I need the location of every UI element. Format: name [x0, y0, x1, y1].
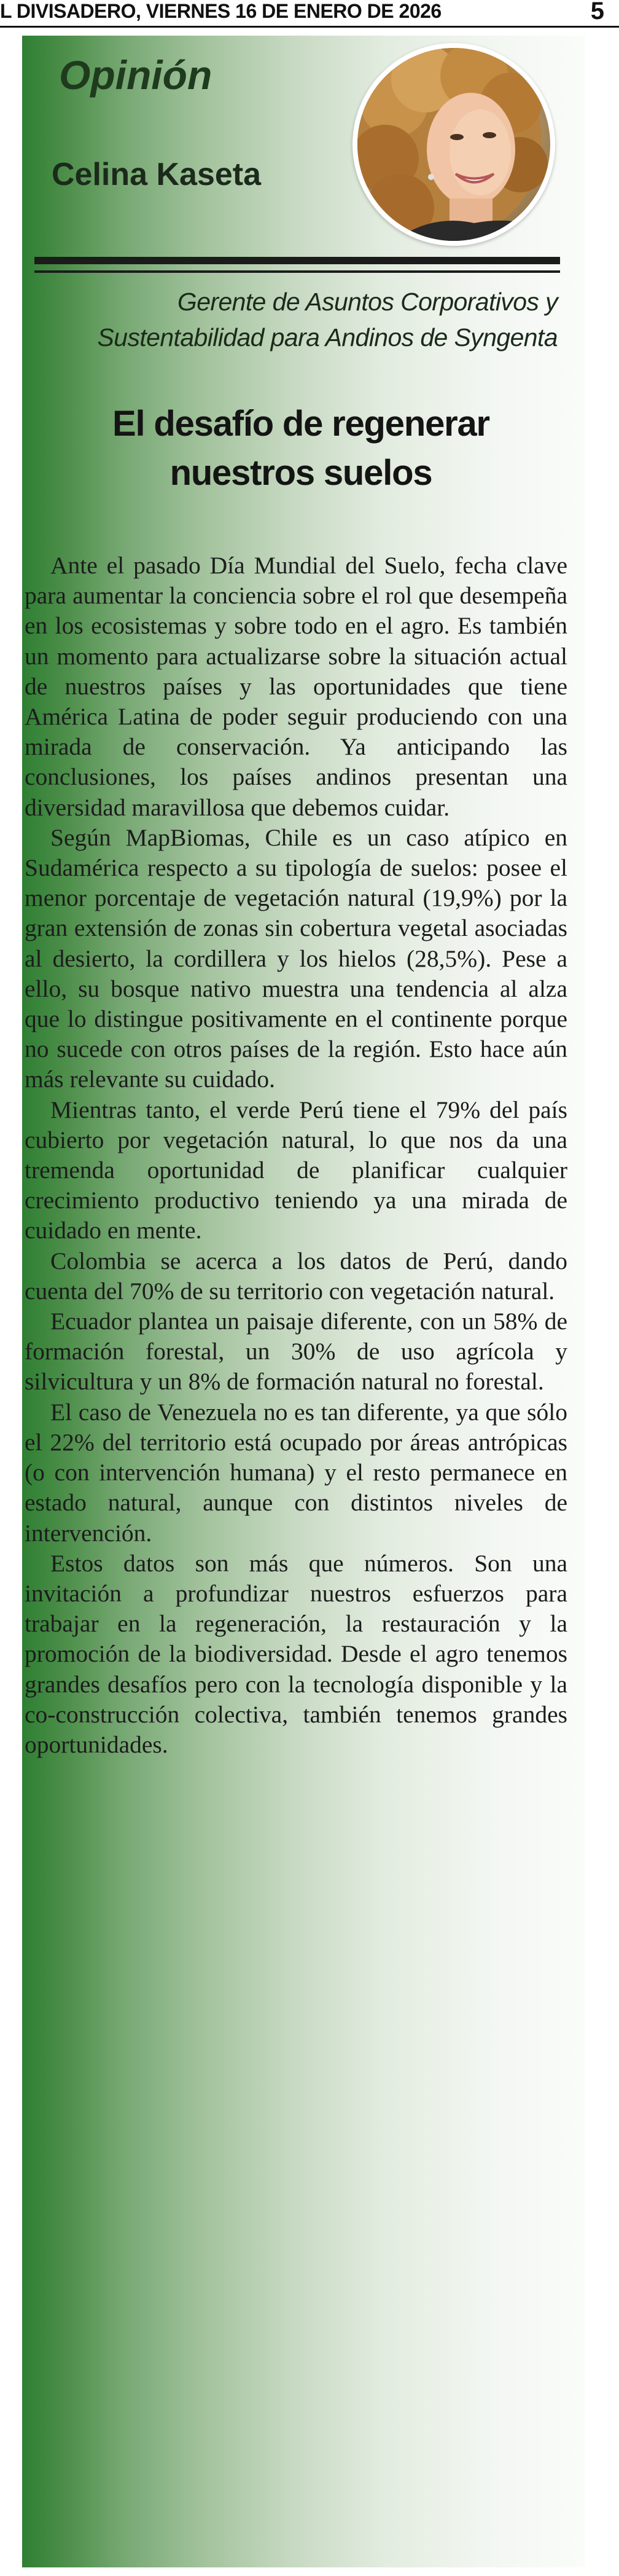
author-portrait-image — [357, 48, 550, 241]
divider-thin — [34, 270, 560, 273]
author-name: Celina Kaseta — [52, 157, 262, 192]
article-paragraph: El caso de Venezuela no es tan diferente, ya que sólo el 22% del territorio está ocupado por áreas antrópicas (o con intervención humana) y el resto permanece en estado natural, aunque con distintos niveles de intervención. — [25, 1398, 567, 1547]
section-label: Opinión — [59, 52, 212, 98]
page-header — [0, 0, 619, 27]
masthead-date: L DIVISADERO, VIERNES 16 DE ENERO DE 2026 — [0, 0, 442, 22]
divider-thick — [34, 257, 560, 264]
header-rule — [0, 26, 619, 28]
article-paragraph: Colombia se acerca a los datos de Perú, dando cuenta del 70% de su territorio con vegetación natural. — [25, 1247, 567, 1305]
article-body — [25, 551, 567, 1760]
headline-line-1: El desafío de regenerar — [112, 404, 489, 444]
article-paragraph: Ante el pasado Día Mundial del Suelo, fecha clave para aumentar la conciencia sobre el rol que desempeña en los ecosistemas y sobre todo en el agro. Es también un momento para actualizarse sobre la situación actual de nuestros países y las oportunidades que tiene América Latina de poder seguir produciendo con una mirada de conservación. Ya anticipando las conclusiones, los países andinos presentan una diversidad maravillosa que debemos cuidar. — [25, 552, 567, 821]
article-paragraph: Según MapBiomas, Chile es un caso atípico en Sudamérica respecto a su tipología de suelos: posee el menor porcentaje de vegetación natural (19,9%) por la gran extensión de zonas sin cobertura vegetal asociadas al desierto, la cordillera y los hielos (28,5%). Pese a ello, su bosque nativo muestra una tendencia al alza que lo distingue positivamente en el continente porque no sucede con otros países de la región. Esto hace aún más relevante su cuidado. — [25, 823, 567, 1093]
headline-line-2: nuestros suelos — [169, 453, 432, 493]
author-role-line-2: Sustentabilidad para Andinos de Syngenta — [97, 323, 558, 351]
article-headline — [61, 399, 540, 498]
article-paragraph: Ecuador plantea un paisaje diferente, con un 58% de formación forestal, un 30% de uso agrícola y silvicultura y un 8% de formación natural no forestal. — [25, 1308, 567, 1396]
author-role — [98, 284, 558, 355]
author-photo — [352, 43, 555, 246]
page-number: 5 — [590, 0, 604, 25]
article-paragraph: Mientras tanto, el verde Perú tiene el 79% del país cubierto por vegetación natural, lo que nos da una tremenda oportunidad de planificar cualquier crecimiento productivo teniendo ya una mirada de cuidado en mente. — [25, 1096, 567, 1244]
author-role-line-1: Gerente de Asuntos Corporativos y — [177, 288, 558, 316]
article-paragraph: Estos datos son más que números. Son una invitación a profundizar nuestros esfuerzos para trabajar en la regeneración, la restauración y la promoción de la biodiversidad. Desde el agro tenemos grandes desafíos pero con la tecnología disponible y la co-construcción colectiva, también tenemos grandes oportunidades. — [25, 1549, 567, 1758]
